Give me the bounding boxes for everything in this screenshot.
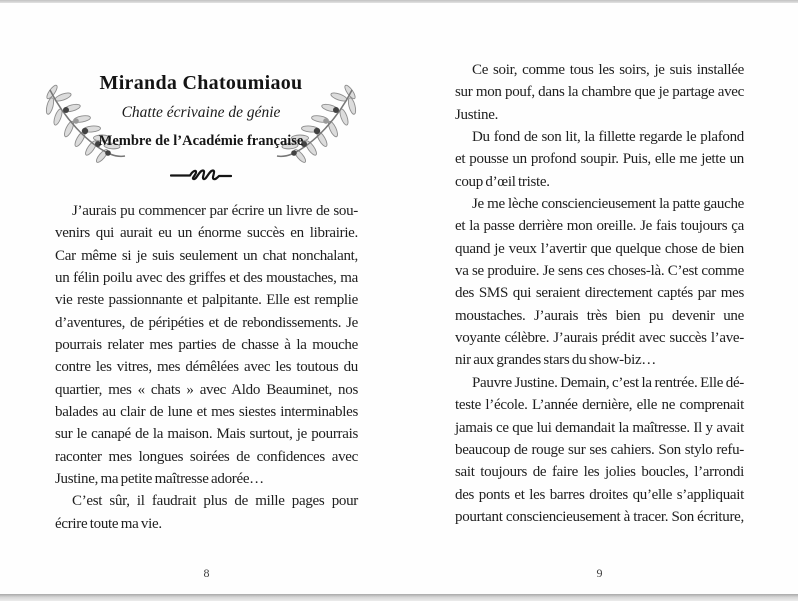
text-line: quand je veux l’avertir que quelque chose de bien: [455, 240, 744, 257]
text-line: et pousse un profond soupir. Puis, elle me jette un: [455, 151, 744, 168]
text-line: écrire toute ma vie.: [55, 515, 162, 532]
text-line: quartier, mes « chats » avec Aldo Beauminet, nos: [55, 381, 358, 398]
text-line: pourtant consciencieusement à tracer. Son écriture,: [455, 508, 744, 525]
text-line: sait toujours de faire les jolies boucles, l’arrondi: [455, 464, 744, 481]
text-line: teste l’école. L’année dernière, elle ne comprenait: [455, 397, 744, 414]
text-line: C’est sûr, il faudrait plus de mille pages pour: [72, 493, 358, 510]
text-line: venirs qui aurait eu un énorme succès en librairie.: [55, 225, 358, 242]
text-line: un félin poilu avec des griffes et des moustaches, ma: [55, 270, 358, 287]
text-line: contre les vitres, mes démêlées avec les toutous du: [55, 359, 358, 376]
page-number-right: 9: [596, 566, 603, 580]
text-line: raconter mes longues soirées de confidences avec: [55, 448, 358, 465]
page-right: [399, 0, 798, 601]
author-role: Chatte écrivaine de génie: [121, 104, 281, 121]
text-line: Je me lèche consciencieusement la patte gauche: [472, 196, 744, 213]
text-line: pourrais relater mes parties de chasse à la mouche: [55, 337, 358, 354]
text-line: Car même si je suis seulement un chat nonchalant,: [55, 247, 358, 264]
text-line: d’aventures, de péripéties et de rebondissements. Je: [55, 314, 358, 331]
text-line: Justine, ma petite maîtresse adorée…: [55, 471, 264, 488]
text-line: des SMS qui seraient directement captés par mes: [455, 285, 744, 302]
text-line: des ponts et les barres droites qu’elle s’appliquait: [455, 486, 744, 503]
chapter-header: [36, 72, 366, 182]
text-line: coup d’œil triste.: [455, 173, 550, 190]
screen-bottom-edge: [0, 594, 798, 601]
text-line: voyante célèbre. J’aurais prédit avec succès l’ave-: [455, 330, 744, 347]
text-line: et la passe derrière mon oreille. Je fais toujours ça: [455, 218, 744, 235]
text-line: Justine.: [455, 106, 499, 123]
text-line: Ce soir, comme tous les soirs, je suis installée: [472, 62, 744, 78]
text-line: nir aux grandes stars du show-biz…: [455, 352, 657, 369]
text-line: J’aurais pu commencer par écrire un livre de sou-: [72, 203, 358, 219]
body-text-right: [455, 59, 744, 528]
body-text-left: [55, 200, 358, 535]
text-line: sur le canapé de la maison. Mais surtout, je pourrais: [55, 426, 358, 443]
text-line: Pauvre Justine. Demain, c’est la rentrée. Elle dé-: [472, 374, 744, 391]
text-line: Du fond de son lit, la fillette regarde le plafond: [472, 129, 744, 146]
text-line: beaucoup de rouge sur ses cahiers. Son stylo refu-: [455, 441, 744, 458]
text-line: moustaches. J’aurais très bien pu devenir une: [455, 307, 744, 324]
page-number-left: 8: [203, 566, 210, 580]
author-affiliation: Membre de l’Académie française: [98, 133, 304, 149]
text-line: vie reste passionnante et palpitante. Elle est remplie: [55, 292, 358, 309]
text-line: va se produire. Je sens ces choses-là. C’est comme: [455, 263, 744, 280]
rope-squiggle-divider-icon: [36, 167, 366, 182]
text-line: sur mon pouf, dans la chambre que je partage avec: [455, 84, 744, 101]
text-line: jamais ce que lui demandait la maîtresse. Il y avait: [455, 419, 744, 436]
author-name: Miranda Chatoumiaou: [99, 72, 303, 94]
text-line: balades au clair de lune et mes siestes interminables: [55, 404, 358, 421]
